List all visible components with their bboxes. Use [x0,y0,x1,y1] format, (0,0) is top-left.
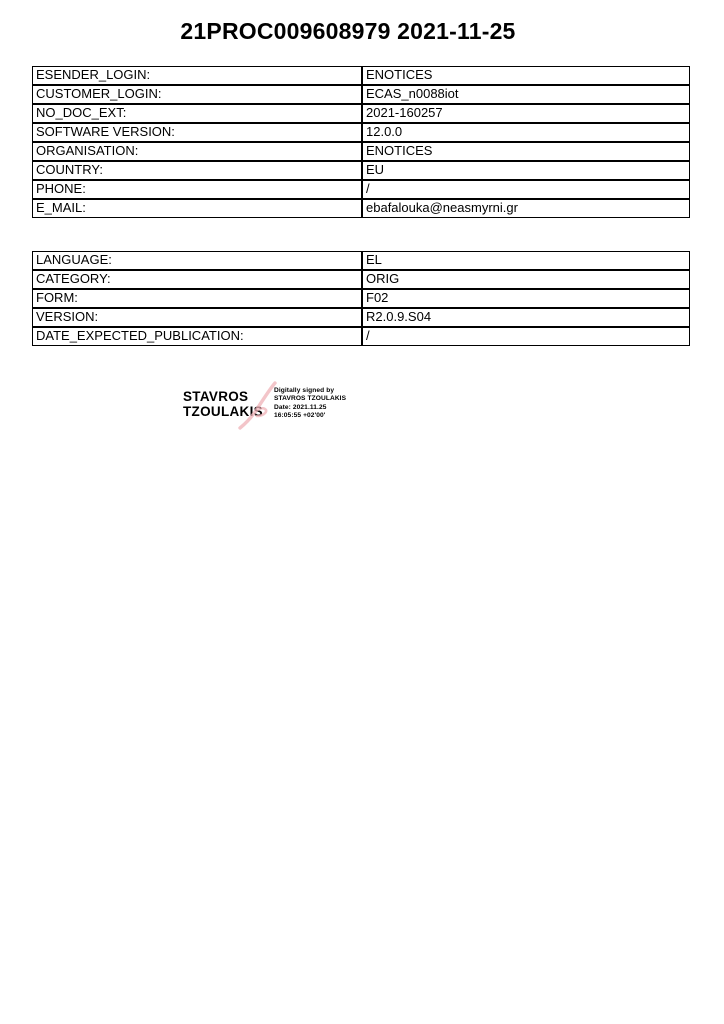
row-value: EU [362,161,690,180]
row-label: SOFTWARE VERSION: [32,123,362,142]
row-label: E_MAIL: [32,199,362,218]
row-label: FORM: [32,289,362,308]
row-value: F02 [362,289,690,308]
row-value: ebafalouka@neasmyrni.gr [362,199,690,218]
table-row [32,289,690,308]
table-row [32,85,690,104]
row-label: CATEGORY: [32,270,362,289]
row-value: ENOTICES [362,66,690,85]
row-value: R2.0.9.S04 [362,308,690,327]
signature-name [183,386,263,419]
signature-detail-line: STAVROS TZOULAKIS [273,395,347,403]
digital-signature-block [183,386,346,421]
row-value: ORIG [362,270,690,289]
row-value: 2021-160257 [362,104,690,123]
signature-detail-line: 16:05:55 +02'00' [273,412,326,420]
signature-detail-line: Date: 2021.11.25 [273,403,327,411]
table-row [32,327,690,346]
table-row [32,104,690,123]
publication-info-table [32,251,690,346]
table-row [32,180,690,199]
table-row [32,142,690,161]
row-label: PHONE: [32,180,362,199]
row-label: NO_DOC_EXT: [32,104,362,123]
table-row [32,308,690,327]
row-value: / [362,180,690,199]
row-value: 12.0.0 [362,123,690,142]
page-title: 21PROC009608979 2021-11-25 [180,18,516,44]
table-row [32,270,690,289]
signature-name-line2: TZOULAKIS [183,404,263,419]
row-label: LANGUAGE: [32,251,362,270]
row-value: / [362,327,690,346]
row-label: VERSION: [32,308,362,327]
row-label: ESENDER_LOGIN: [32,66,362,85]
row-label: CUSTOMER_LOGIN: [32,85,362,104]
signature-detail-line: Digitally signed by [273,387,335,394]
table-row [32,251,690,270]
row-label: ORGANISATION: [32,142,362,161]
signature-name-line1: STAVROS [183,389,249,404]
esender-info-table [32,66,690,218]
row-value: EL [362,251,690,270]
row-value: ECAS_n0088iot [362,85,690,104]
table-row [32,199,690,218]
table-row [32,66,690,85]
table-row [32,161,690,180]
signature-details [274,386,346,421]
row-label: DATE_EXPECTED_PUBLICATION: [32,327,362,346]
row-label: COUNTRY: [32,161,362,180]
table-row [32,123,690,142]
row-value: ENOTICES [362,142,690,161]
